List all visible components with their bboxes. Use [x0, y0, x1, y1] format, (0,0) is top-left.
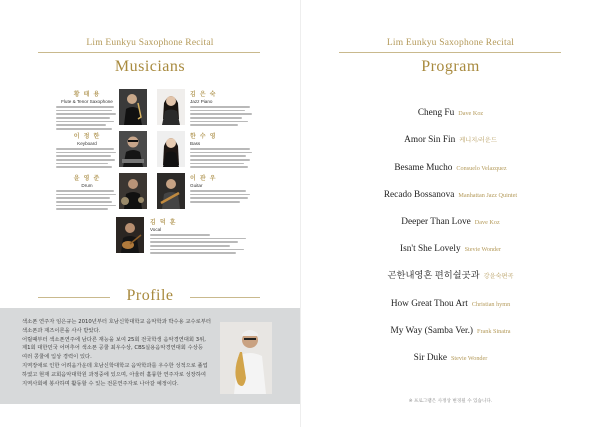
recital-title-left: Lim Eunkyu Saxophone Recital	[86, 38, 214, 48]
musician-photo	[119, 173, 147, 209]
profile-line: 색소폰과 재즈이론을 사사 받았다.	[22, 327, 101, 334]
profile-text	[22, 318, 212, 388]
profile-line: 하였고 현재 교회음악대학원 과정중에 있으며, 아울러 훌륭한 연주자로 성장하여	[22, 371, 207, 378]
program-artist: Dave Koz	[458, 110, 484, 117]
program-title: 곤한내영혼 편히쉴곳과	[387, 271, 480, 281]
musician-name: 황 태 용	[73, 91, 101, 98]
musician-role: Drum	[81, 183, 93, 188]
program-item	[301, 127, 600, 146]
program-footnote: ※ 프로그램은 사정상 변경될 수 있습니다.	[408, 399, 493, 404]
musician-photo	[157, 173, 185, 209]
profile-line: 여러 콩쿨에 입상 경력이 있다.	[22, 354, 92, 361]
musician-name: 윤 영 준	[73, 175, 101, 182]
program-title: Amor Sin Fin	[404, 135, 456, 145]
musician-role: Guitar	[190, 183, 203, 188]
profile-box	[0, 308, 300, 404]
profile-photo	[220, 322, 272, 394]
musician-photo	[116, 217, 144, 253]
musician-bio	[190, 148, 256, 168]
musician-name: 이 정 한	[73, 133, 101, 140]
musician-photo	[119, 89, 147, 125]
program-item	[301, 155, 600, 174]
musician-photo	[157, 89, 185, 125]
profile-line: 제1회 대한민국 어머추어 색소폰 공쿨 최우수상, CBS실용음악경연대회 수상등	[22, 345, 203, 352]
musician-bio	[56, 190, 118, 210]
program-title: Deeper Than Love	[401, 217, 471, 227]
musician-role: Flute & Tenor Saxophone	[61, 99, 113, 104]
program-item	[301, 209, 600, 228]
program-item	[301, 236, 600, 255]
musician-photo	[157, 131, 185, 167]
program-heading: Program	[421, 58, 480, 75]
program-artist: Manhattan Jazz Quintet	[458, 192, 518, 199]
program-title: Cheng Fu	[417, 108, 455, 118]
musician-card	[190, 89, 256, 128]
program-artist: Stevie Wonder	[450, 355, 488, 362]
musician-card	[56, 131, 118, 170]
musician-bio	[56, 106, 118, 130]
program-title: Recado Bossanova	[383, 190, 455, 200]
musician-name: 한 수 영	[190, 133, 217, 140]
musician-card	[190, 173, 256, 205]
musician-role: Vocal	[150, 227, 162, 232]
program-artist: 케니지/러운드	[459, 137, 497, 144]
profile-line: 색소폰 연주자 임은규는 2010년부터 호남신학대학교 음악학과 박수용 교수로부터	[22, 319, 212, 325]
program-artist: Dave Koz	[474, 219, 500, 226]
program-artist: Consuelo Velazquez	[456, 165, 507, 172]
musician-name: 이 관 우	[190, 175, 217, 182]
profile-rule-right	[190, 297, 260, 298]
profile-heading: Profile	[126, 287, 174, 304]
musician-role: Bass	[190, 141, 201, 146]
profile-line: 어릴때부터 색소폰연주에 남다른 재능을 보여 25회 전국학생 음악경연대회 3위,	[22, 336, 206, 343]
musician-card	[190, 131, 256, 170]
musician-card	[56, 173, 118, 212]
musician-photo	[119, 131, 147, 167]
program-title: My Way (Samba Ver.)	[390, 326, 474, 336]
profile-line: 지역사회에 봉사하며 활동할 수 있는 전문연주자로 나아갈 예정이다.	[22, 380, 179, 387]
program-title: Sir Duke	[413, 353, 447, 363]
musician-card	[150, 217, 254, 256]
title-rule-left	[38, 52, 260, 53]
program-title: Isn't She Lovely	[400, 244, 461, 254]
recital-title-right: Lim Eunkyu Saxophone Recital	[386, 38, 515, 48]
program-artist: Christian hymn	[471, 301, 511, 308]
title-rule-right	[339, 52, 561, 53]
program-artist: Stevie Wonder	[464, 246, 501, 253]
musicians-heading: Musicians	[114, 58, 186, 75]
musician-bio	[190, 190, 256, 203]
musician-name: 김 은 숙	[190, 91, 217, 98]
program-item	[301, 345, 600, 364]
profile-line: 지역장애로 인한 어려움가운데 호남신학대학교 음악학과를 우수한 성적으로 졸업	[22, 362, 208, 369]
program-item	[301, 100, 600, 119]
right-page	[300, 0, 600, 427]
program-artist: Frank Sinatra	[477, 328, 511, 335]
musician-role: Keyboard	[77, 141, 97, 146]
musician-bio	[150, 234, 254, 254]
musician-role: Jazz Piano	[190, 99, 213, 104]
program-title: How Great Thou Art	[390, 299, 468, 309]
program-item	[301, 318, 600, 337]
program-title: Besame Mucho	[394, 163, 453, 173]
program-artist: 강윤숙편곡	[483, 273, 514, 280]
program-item	[301, 263, 600, 282]
program-item	[301, 291, 600, 310]
musician-name: 김 덕 훈	[150, 219, 177, 226]
musician-bio	[56, 148, 118, 168]
program-item	[301, 182, 600, 201]
musician-card	[56, 89, 118, 132]
musician-bio	[190, 106, 256, 126]
